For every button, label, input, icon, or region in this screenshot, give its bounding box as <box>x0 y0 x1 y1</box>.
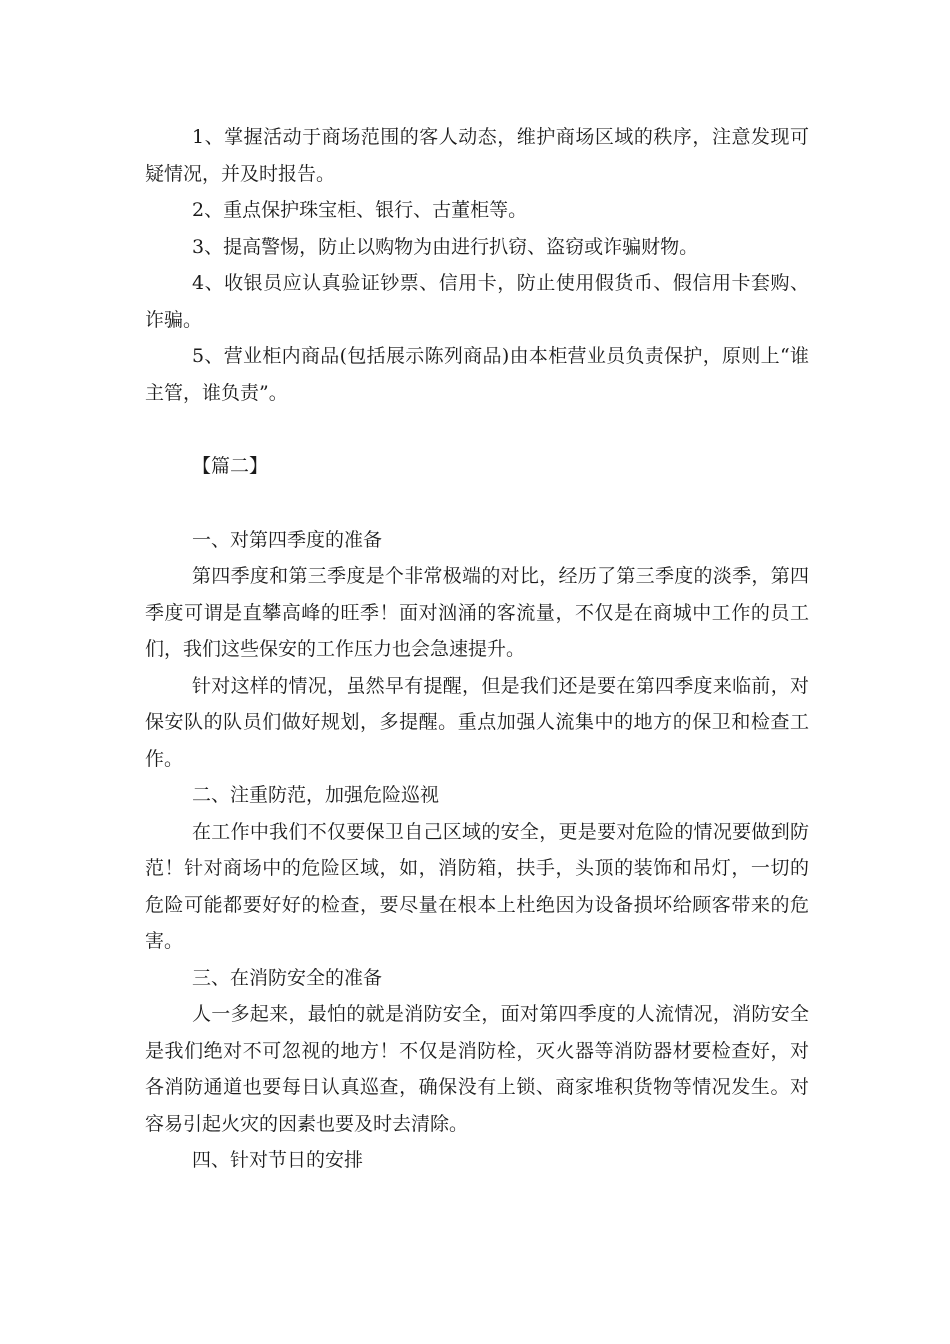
section-heading: 二、注重防范，加强危险巡视 <box>192 784 440 806</box>
list-item: 3、提高警惕，防止以购物为由进行扒窃、盗窃或诈骗财物。 <box>192 235 699 258</box>
section-gap <box>145 485 809 522</box>
section-gap <box>145 411 809 448</box>
document-page <box>145 119 809 1179</box>
list-item: 5、营业柜内商品(包括展示陈列商品)由本柜营业员负责保护，原则上“谁主管，谁负责”。 <box>145 345 809 404</box>
list-item: 2、重点保护珠宝柜、银行、古董柜等。 <box>192 199 528 221</box>
section-heading: 四、针对节日的安排 <box>192 1149 364 1171</box>
section-heading: 三、在消防安全的准备 <box>192 966 383 989</box>
body-paragraph: 在工作中我们不仅要保卫自己区域的安全，更是要对危险的情况要做到防范！针对商场中的危险区域，如，消防箱，扶手，头顶的装饰和吊灯，一切的危险可能都要好好的检查，要尽量在根本上杜绝因为设备损坏给顾客带来的危害。 <box>145 820 809 952</box>
list-item: 1、掌握活动于商场范围的客人动态，维护商场区域的秩序，注意发现可疑情况，并及时报告。 <box>145 126 809 185</box>
list-item: 4、收银员应认真验证钞票、信用卡，防止使用假货币、假信用卡套购、诈骗。 <box>145 272 809 331</box>
body-paragraph: 人一多起来，最怕的就是消防安全，面对第四季度的人流情况，消防安全是我们绝对不可忽视的地方！不仅是消防栓，灭火器等消防器材要检查好，对各消防通道也要每日认真巡查，确保没有上锁、商家堆积货物等情况发生。对容易引起火灾的因素也要及时去清除。 <box>145 1003 809 1135</box>
section-marker: 【篇二】 <box>192 455 269 477</box>
body-paragraph: 第四季度和第三季度是个非常极端的对比，经历了第三季度的淡季，第四季度可谓是直攀高峰的旺季！面对汹涌的客流量，不仅是在商城中工作的员工们，我们这些保安的工作压力也会急速提升。 <box>145 565 809 660</box>
section-heading: 一、对第四季度的准备 <box>192 528 383 551</box>
body-paragraph: 针对这样的情况，虽然早有提醒，但是我们还是要在第四季度来临前，对保安队的队员们做好规划，多提醒。重点加强人流集中的地方的保卫和检查工作。 <box>145 674 809 770</box>
